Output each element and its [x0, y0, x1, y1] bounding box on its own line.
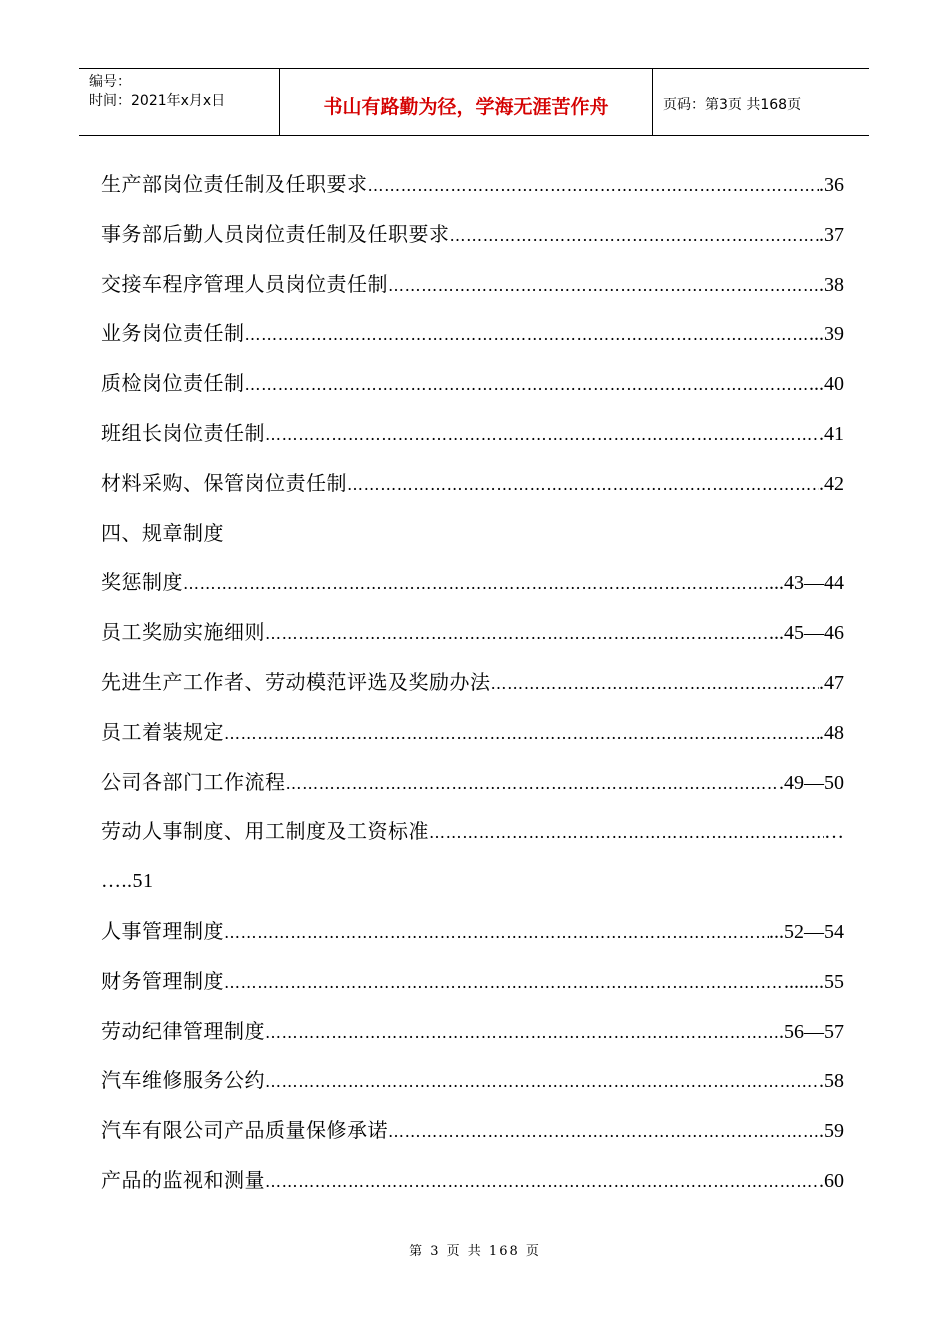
- toc-leader-dots: [450, 219, 820, 253]
- toc-entry-title: 员工奖励实施细则: [101, 620, 265, 645]
- toc-entry-page: …: [824, 821, 844, 844]
- toc-entry-title: 事务部后勤人员岗位责任制及任职要求: [101, 221, 450, 246]
- toc-entry-title: 公司各部门工作流程: [101, 769, 286, 794]
- toc-entry[interactable]: [101, 1063, 844, 1113]
- toc-entry-title: 先进生产工作者、劳动模范评选及奖励办法: [101, 669, 491, 694]
- document-number-label: 编号：: [89, 74, 131, 90]
- toc-entry-title: 交接车程序管理人员岗位责任制: [101, 271, 388, 296]
- toc-entry-page: ...45—46: [769, 622, 844, 645]
- toc-leader-dots: [224, 916, 769, 950]
- toc-entry[interactable]: [101, 1014, 844, 1064]
- toc-leader-dots: [183, 567, 769, 601]
- toc-leader-dots: [388, 1115, 819, 1149]
- toc-entry[interactable]: [101, 466, 844, 516]
- document-time-label: 时间：2021年x月x日: [89, 93, 226, 109]
- toc-entry[interactable]: [101, 267, 844, 317]
- header-motto: 书山有路勤为径，学海无涯苦作舟: [280, 69, 653, 135]
- toc-entry[interactable]: [101, 366, 844, 416]
- toc-entry-title: 劳动人事制度、用工制度及工资标准: [101, 819, 429, 844]
- page-footer: 第 3 页 共 168 页: [409, 1244, 541, 1259]
- toc-entry[interactable]: [101, 565, 844, 615]
- toc-entry-title: 产品的监视和测量: [101, 1167, 265, 1192]
- toc-continuation-text: …..51: [101, 870, 154, 893]
- toc-entry[interactable]: [101, 665, 844, 715]
- toc-entry-title: 劳动纪律管理制度: [101, 1018, 265, 1043]
- toc-entry-page: .38: [819, 273, 844, 296]
- toc-leader-dots: [265, 617, 769, 651]
- toc-leader-dots: [368, 169, 820, 203]
- toc-leader-dots: [388, 269, 819, 303]
- toc-leader-dots: [265, 1165, 819, 1199]
- toc-entry[interactable]: [101, 715, 844, 765]
- toc-entry-page: .59: [819, 1120, 844, 1143]
- toc-entry-page: .37: [819, 223, 844, 246]
- toc-entry-page: ...43—44: [769, 572, 844, 595]
- toc-leader-dots: [245, 368, 810, 402]
- toc-leader-dots: [245, 318, 810, 352]
- toc-section-title: 四、规章制度: [101, 520, 224, 545]
- toc-leader-dots: [265, 418, 819, 452]
- toc-entry-title: 业务岗位责任制: [101, 321, 245, 346]
- toc-entry-title: 人事管理制度: [101, 918, 224, 943]
- toc-entry-title: 奖惩制度: [101, 570, 183, 595]
- toc-entry-continuation: [101, 864, 844, 914]
- toc-entry-title: 质检岗位责任制: [101, 371, 245, 396]
- toc-entry[interactable]: [101, 316, 844, 366]
- toc-entry[interactable]: [101, 1163, 844, 1213]
- toc-entry-page: ...52—54: [769, 920, 844, 943]
- toc-entry-title: 汽车有限公司产品质量保修承诺: [101, 1118, 388, 1143]
- toc-entry-page: .42: [819, 472, 844, 495]
- toc-entry[interactable]: [101, 167, 844, 217]
- toc-entry-title: 生产部岗位责任制及任职要求: [101, 172, 368, 196]
- toc-entry[interactable]: [101, 615, 844, 665]
- toc-entry-page: ........55: [784, 970, 844, 993]
- toc-leader-dots: [224, 966, 784, 1000]
- toc-section-heading: [101, 516, 844, 566]
- toc-entry[interactable]: [101, 765, 844, 815]
- toc-leader-dots: [265, 1016, 779, 1050]
- toc-entry-page: .48: [819, 721, 844, 744]
- toc-entry[interactable]: [101, 217, 844, 267]
- toc-entry-title: 材料采购、保管岗位责任制: [101, 470, 347, 495]
- toc-entry-page: .60: [819, 1169, 844, 1192]
- table-of-contents: [101, 167, 844, 1213]
- toc-entry-page: .56—57: [779, 1020, 844, 1043]
- header-meta: [79, 69, 280, 135]
- toc-entry[interactable]: [101, 914, 844, 964]
- toc-entry-page: .58: [819, 1070, 844, 1093]
- page-header: [79, 68, 869, 136]
- toc-entry-title: 员工着装规定: [101, 719, 224, 744]
- toc-entry-page: ...39: [809, 323, 844, 346]
- toc-entry-page: ...40: [809, 373, 844, 396]
- toc-entry[interactable]: [101, 1113, 844, 1163]
- toc-leader-dots: [286, 767, 780, 801]
- toc-entry-page: .41: [819, 422, 844, 445]
- toc-entry-title: 财务管理制度: [101, 968, 224, 993]
- toc-entry[interactable]: [101, 964, 844, 1014]
- toc-entry-page: .47: [819, 671, 844, 694]
- toc-entry-title: 汽车维修服务公约: [101, 1068, 265, 1093]
- toc-leader-dots: [429, 816, 824, 850]
- toc-entry-page: .36: [819, 174, 844, 196]
- toc-leader-dots: [224, 717, 819, 751]
- toc-entry-title: 班组长岗位责任制: [101, 420, 265, 445]
- toc-entry-page: .49—50: [779, 771, 844, 794]
- toc-entry[interactable]: [101, 416, 844, 466]
- toc-leader-dots: [265, 1065, 819, 1099]
- toc-leader-dots: [491, 667, 820, 701]
- toc-leader-dots: [347, 468, 819, 502]
- toc-entry[interactable]: [101, 814, 844, 864]
- header-page-info: 页码：第3页 共168页: [663, 97, 802, 113]
